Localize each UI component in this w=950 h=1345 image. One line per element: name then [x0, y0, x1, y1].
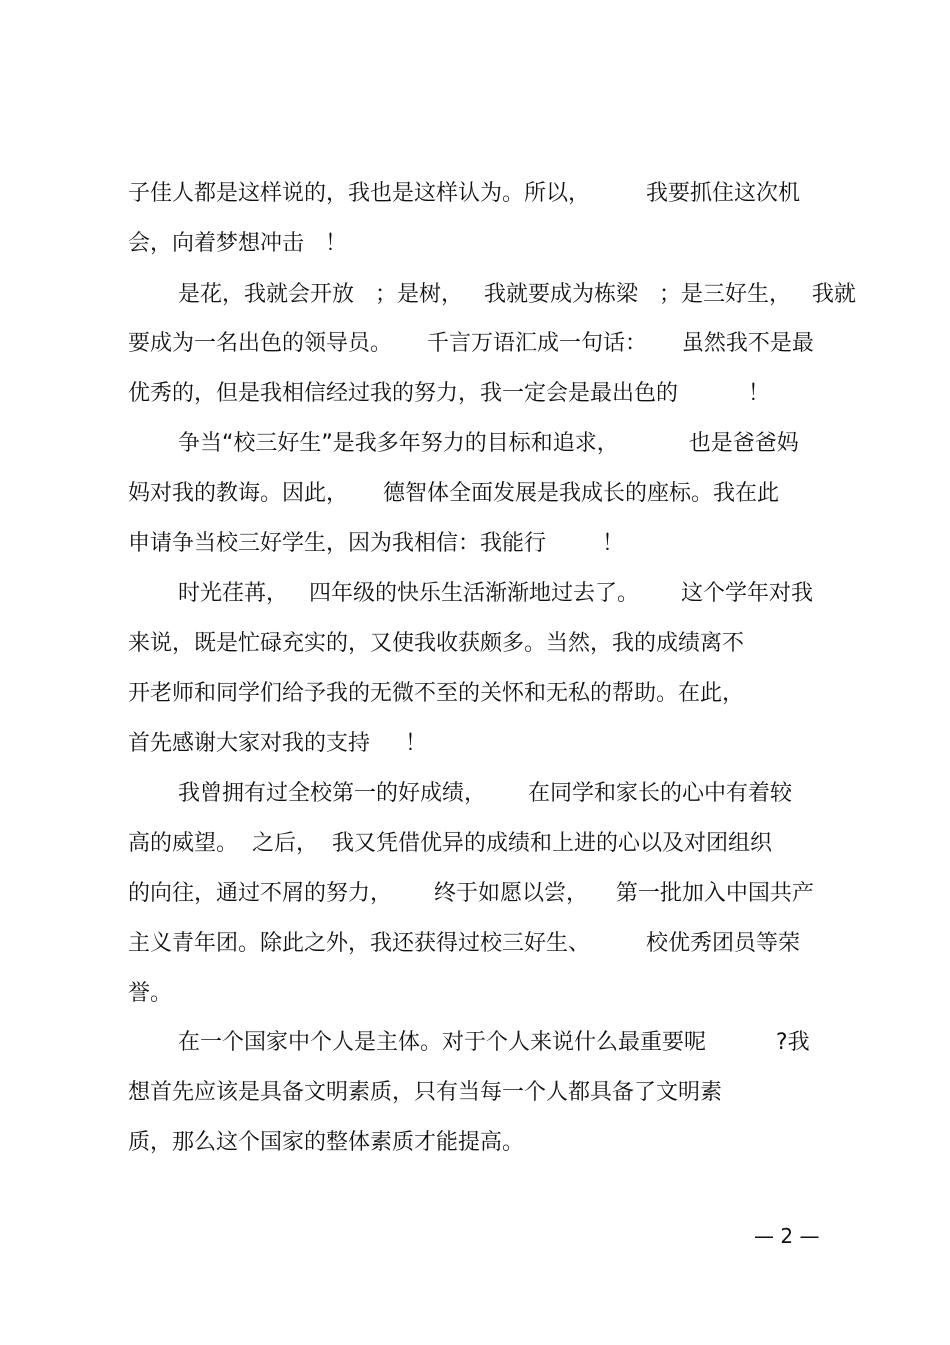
text-line: 在一个国家中个人是主体。对于个人来说什么最重要呢 ?我 — [178, 1030, 810, 1055]
text-line: 来说，既是忙碌充实的，又使我收获颇多。当然，我的成绩离不 — [128, 631, 745, 656]
text-line: 子佳人都是这样说的，我也是这样认为。所以， 我要抓住这次机 — [128, 181, 800, 206]
page-number: — 2 — — [754, 1224, 820, 1248]
text-line: 要成为一名出色的领导员。 千言万语汇成一句话： 虽然我不是最 — [128, 331, 814, 356]
text-line: 申请争当校三好学生，因为我相信：我能行 ！ — [128, 531, 624, 556]
text-line: 争当“校三好生”是我多年努力的目标和追求， 也是爸爸妈 — [178, 431, 799, 456]
text-line: 首先感谢大家对我的支持 ！ — [128, 731, 427, 756]
text-line: 我曾拥有过全校第一的好成绩， 在同学和家长的心中有着较 — [178, 781, 792, 806]
text-line: 想首先应该是具备文明素质，只有当每一个人都具备了文明素 — [128, 1080, 723, 1105]
text-line: 妈对我的教诲。因此， 德智体全面发展是我成长的座标。我在此 — [128, 481, 779, 506]
text-line: 主义青年团。除此之外，我还获得过校三好生、 校优秀团员等荣 — [128, 931, 800, 956]
text-line: 质，那么这个国家的整体素质才能提高。 — [128, 1130, 525, 1155]
text-line: 的向往，通过不屑的努力， 终于如愿以尝， 第一批加入中国共产 — [128, 881, 814, 906]
text-line: 时光荏苒， 四年级的快乐生活渐渐地过去了。 这个学年对我 — [178, 581, 813, 606]
text-line: 会，向着梦想冲击 ！ — [128, 231, 347, 256]
text-line: 开老师和同学们给予我的无微不至的关怀和无私的帮助。在此， — [128, 681, 745, 706]
text-line: 优秀的，但是我相信经过我的努力，我一定会是最出色的 ！ — [128, 381, 770, 406]
text-line: 是花，我就会开放 ；是树， 我就要成为栋梁 ；是三好生， 我就 — [178, 282, 856, 307]
text-line: 誉。 — [128, 981, 173, 1006]
text-line: 高的威望。 之后， 我又凭借优异的成绩和上进的心以及对团组织 — [128, 831, 772, 856]
